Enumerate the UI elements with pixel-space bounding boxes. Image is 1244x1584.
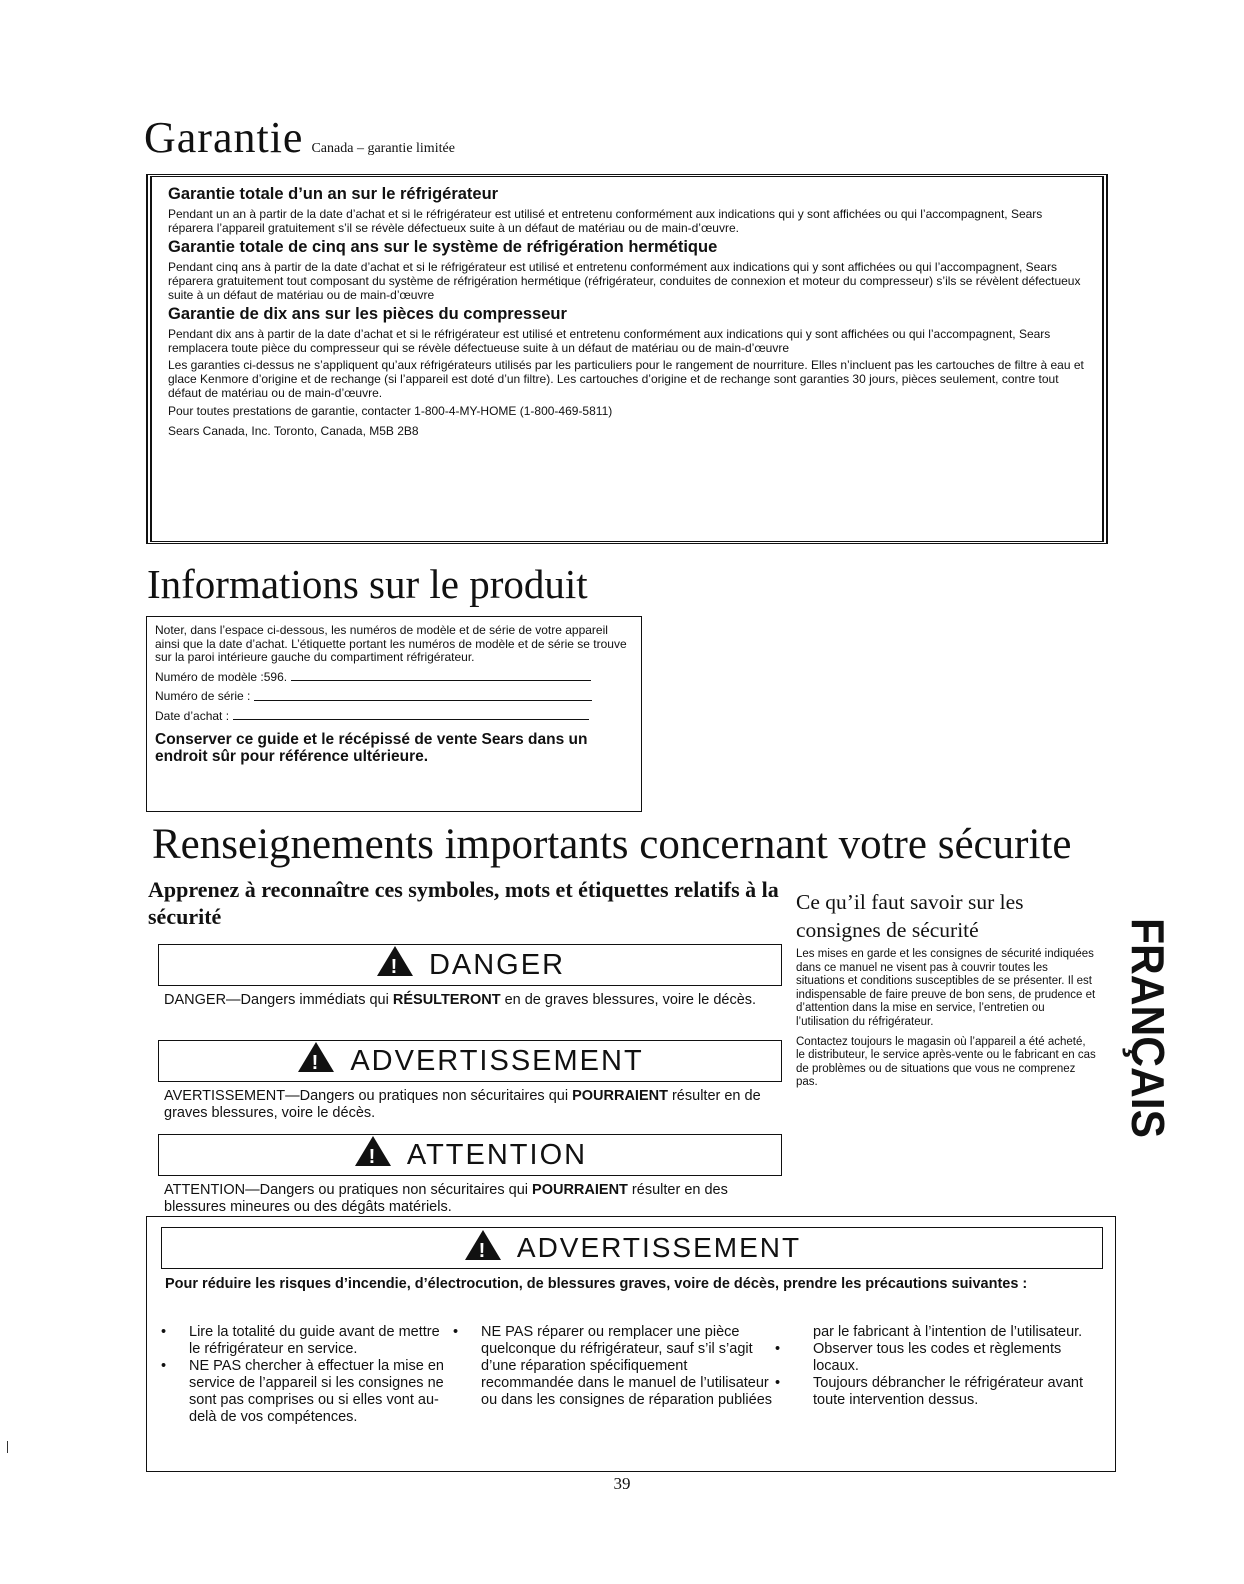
warning-label-box — [158, 1040, 782, 1082]
list-item: • NE PAS chercher à effectuer la mise en service de l’appareil si les consignes ne sont pas comprises ou si elles vont au-delà de vos compétences. — [161, 1358, 444, 1425]
language-tab-text: FRANÇAIS — [1122, 918, 1174, 1148]
model-number-blank[interactable] — [291, 679, 591, 681]
precautions-column-2 — [445, 1324, 775, 1409]
warranty-exclusions: Les garanties ci-dessus ne s’appliquent qu’aux réfrigérateurs utilisés par les particuliers pour le rangement de nourriture. Elles n’incluent pas les cartouches de filtre à eau et glace Kenmore d’origine et de rechange (si l’appareil est doté d’un filtre). Les cartouches d’origine et de rechange sont garanties 30 jours, pièces seulement, contre tout défaut de matériau ou de main-d’œuvre. — [168, 358, 1084, 400]
purchase-date-label: Date d’achat : — [155, 708, 230, 723]
safety-know-paragraph-1: Les mises en garde et les consignes de sécurité indiquées dans ce manuel ne visent pas à couvrir toutes les situations et conditions susceptibles de se présenter. Il est indispensable de faire preuve de bon sens, de prudence et d’attention dans la mise en service, l’entretien ou l’utilisation du réfrigérateur. — [796, 948, 1096, 1028]
list-item-text: Toujours débrancher le réfrigérateur avant toute intervention dessus. — [813, 1375, 1084, 1408]
warning-triangle-icon — [296, 1040, 336, 1082]
safety-know-text — [796, 948, 1096, 1090]
list-item-text: Lire la totalité du guide avant de mettre le réfrigérateur en service. — [189, 1324, 440, 1357]
caution-label-box — [158, 1134, 782, 1176]
serial-number-line — [155, 690, 635, 704]
warranty-text-ten-year: Pendant dix ans à partir de la date d’achat et si le réfrigérateur est utilisé et entretenu conformément aux indications qui y sont affichées ou qui l’accompagnent, Sears remplacera toute pièce du compresseur qui se révèle défectueuse suite à un défaut de matériau ou de main-d’œuvre — [168, 327, 1051, 355]
warning-text: —Dangers ou pratiques non sécuritaires qui — [285, 1088, 573, 1104]
list-item: • NE PAS réparer ou remplacer une pièce quelconque du réfrigérateur, sauf s’il s’agit d’une réparation spécifiquement recommandée dans le manuel de l’utilisateur ou dans les consignes de réparation publiées — [453, 1324, 773, 1408]
model-number-label: Numéro de modèle :596. — [155, 669, 288, 684]
precautions-signal-word: ADVERTISSEMENT — [516, 1232, 802, 1263]
warning-precautions-box — [146, 1216, 1116, 1472]
warranty-title — [144, 112, 455, 163]
list-item-text: NE PAS réparer ou remplacer une pièce quelconque du réfrigérateur, sauf s’il s’agit d’une réparation spécifiquement recommandée dans le manuel de l’utilisateur ou dans les consignes de réparation publiées — [481, 1324, 773, 1408]
svg-text:!: ! — [478, 1239, 488, 1262]
caution-term: ATTENTION — [164, 1182, 246, 1198]
purchase-date-blank[interactable] — [233, 718, 589, 720]
product-info-box — [146, 616, 642, 812]
precautions-column-1 — [153, 1324, 453, 1426]
caution-emphasis: POURRAIENT — [532, 1182, 628, 1198]
danger-text-end: en de graves blessures, voire le décès. — [500, 992, 757, 1008]
warning-text-end: résulter en de graves blessures, voire le décès. — [164, 1088, 761, 1121]
warranty-contact: Pour toutes prestations de garantie, contacter 1-800-4-MY-HOME (1-800-469-5811) — [168, 404, 613, 418]
warranty-address: Sears Canada, Inc. Toronto, Canada, M5B 2B8 — [168, 424, 419, 438]
precautions-column-3 — [771, 1324, 1111, 1409]
warning-description — [164, 1088, 774, 1122]
learn-symbols-heading: Apprenez à reconnaître ces symboles, mots et étiquettes relatifs à la sécurité — [148, 877, 779, 929]
list-item: • Observer tous les codes et règlements locaux. — [775, 1341, 1062, 1374]
danger-emphasis: RÉSULTERONT — [392, 992, 501, 1008]
warranty-heading-ten-year: Garantie de dix ans sur les pièces du compresseur — [168, 305, 567, 323]
warranty-box — [146, 174, 1108, 544]
purchase-date-line — [155, 710, 635, 724]
caution-text-end: résulter en des blessures mineures ou des dégâts matériels. — [164, 1182, 728, 1215]
page-number: 39 — [613, 1474, 631, 1493]
caution-text: —Dangers ou pratiques non sécuritaires qui — [245, 1182, 533, 1198]
warning-emphasis: POURRAIENT — [572, 1088, 668, 1104]
warning-triangle-icon — [375, 944, 415, 986]
warning-term: AVERTISSEMENT — [164, 1088, 286, 1104]
warranty-heading-five-year: Garantie totale de cinq ans sur le système de réfrigération hermétique — [168, 238, 718, 256]
keep-guide-note: Conserver ce guide et le récépissé de vente Sears dans un endroit sûr pour référence ultérieure. — [155, 731, 588, 765]
warranty-text-five-year: Pendant cinq ans à partir de la date d’achat et si le réfrigérateur est utilisé et entretenu conformément aux indications qui y sont affichées ou qui l’accompagnent, Sears réparera gratuitement tout composant du système de réfrigération hermétique (réfrigérateur, conduites de connexion et moteur du compresseur) s’ils se révèlent défectueux suite à un défaut de matériau ou de main-d’œuvre — [168, 260, 1081, 302]
caution-signal-word: ATTENTION — [406, 1138, 588, 1171]
product-info-intro: Noter, dans l’espace ci-dessous, les numéros de modèle et de série de votre appareil ainsi que la date d’achat. L’étiquette portant les numéros de modèle et de série se trouve sur la paroi intérieure gauche du compartiment réfrigérateur. — [155, 623, 627, 664]
svg-text:!: ! — [390, 956, 400, 978]
warning-signal-word: ADVERTISSEMENT — [350, 1044, 644, 1077]
list-item-text: Observer tous les codes et règlements locaux. — [813, 1341, 1062, 1374]
danger-signal-word: DANGER — [428, 948, 566, 981]
serial-number-blank[interactable] — [254, 699, 592, 701]
warning-triangle-icon — [463, 1228, 503, 1269]
list-item: • Lire la totalité du guide avant de mettre le réfrigérateur en service. — [161, 1324, 440, 1357]
caution-description — [164, 1182, 780, 1216]
danger-term: DANGER — [164, 992, 227, 1008]
svg-text:!: ! — [311, 1052, 321, 1074]
safety-know-heading: Ce qu’il faut savoir sur les consignes de sécurité — [796, 890, 1024, 942]
list-item-continuation: par le fabricant à l’intention de l’utilisateur. — [813, 1324, 1083, 1340]
model-number-line — [155, 671, 635, 685]
safety-title: Renseignements importants concernant votre sécurite — [152, 821, 1072, 868]
serial-number-label: Numéro de série : — [155, 689, 251, 703]
danger-text: —Dangers immédiats qui — [226, 992, 393, 1008]
warranty-text-one-year: Pendant un an à partir de la date d’achat et si le réfrigérateur est utilisé et entretenu conformément aux indications qui y sont affichées ou qui l’accompagnent, Sears réparera l’appareil gratuitement s’il se révèle défectueux suite à un défaut de matériau ou de main-d’œuvre. — [168, 207, 1043, 235]
language-side-tab — [1110, 908, 1174, 1148]
list-item: • Toujours débrancher le réfrigérateur avant toute intervention dessus. — [775, 1375, 1084, 1408]
svg-text:!: ! — [368, 1146, 378, 1168]
warranty-title-text: Garantie — [144, 113, 304, 162]
margin-mark — [7, 1441, 8, 1453]
warranty-subtitle: Canada – garantie limitée — [311, 141, 455, 156]
danger-description — [164, 992, 764, 1009]
list-item-text: NE PAS chercher à effectuer la mise en service de l’appareil si les consignes ne sont pas comprises ou si elles vont au-delà de vos compétences. — [189, 1358, 444, 1425]
warranty-heading-one-year: Garantie totale d’un an sur le réfrigérateur — [168, 185, 499, 203]
safety-know-paragraph-2: Contactez toujours le magasin où l’appareil a été acheté, le distributeur, le service après-vente ou le fabricant en cas de problèmes ou de situations que vous ne comprenez pas. — [796, 1035, 1096, 1089]
danger-label-box — [158, 944, 782, 986]
product-info-title: Informations sur le produit — [147, 561, 588, 607]
warning-triangle-icon — [353, 1134, 393, 1176]
precautions-intro: Pour réduire les risques d’incendie, d’électrocution, de blessures graves, voire de décès, prendre les précautions suivantes : — [165, 1276, 1028, 1292]
precautions-label-box — [161, 1227, 1103, 1269]
